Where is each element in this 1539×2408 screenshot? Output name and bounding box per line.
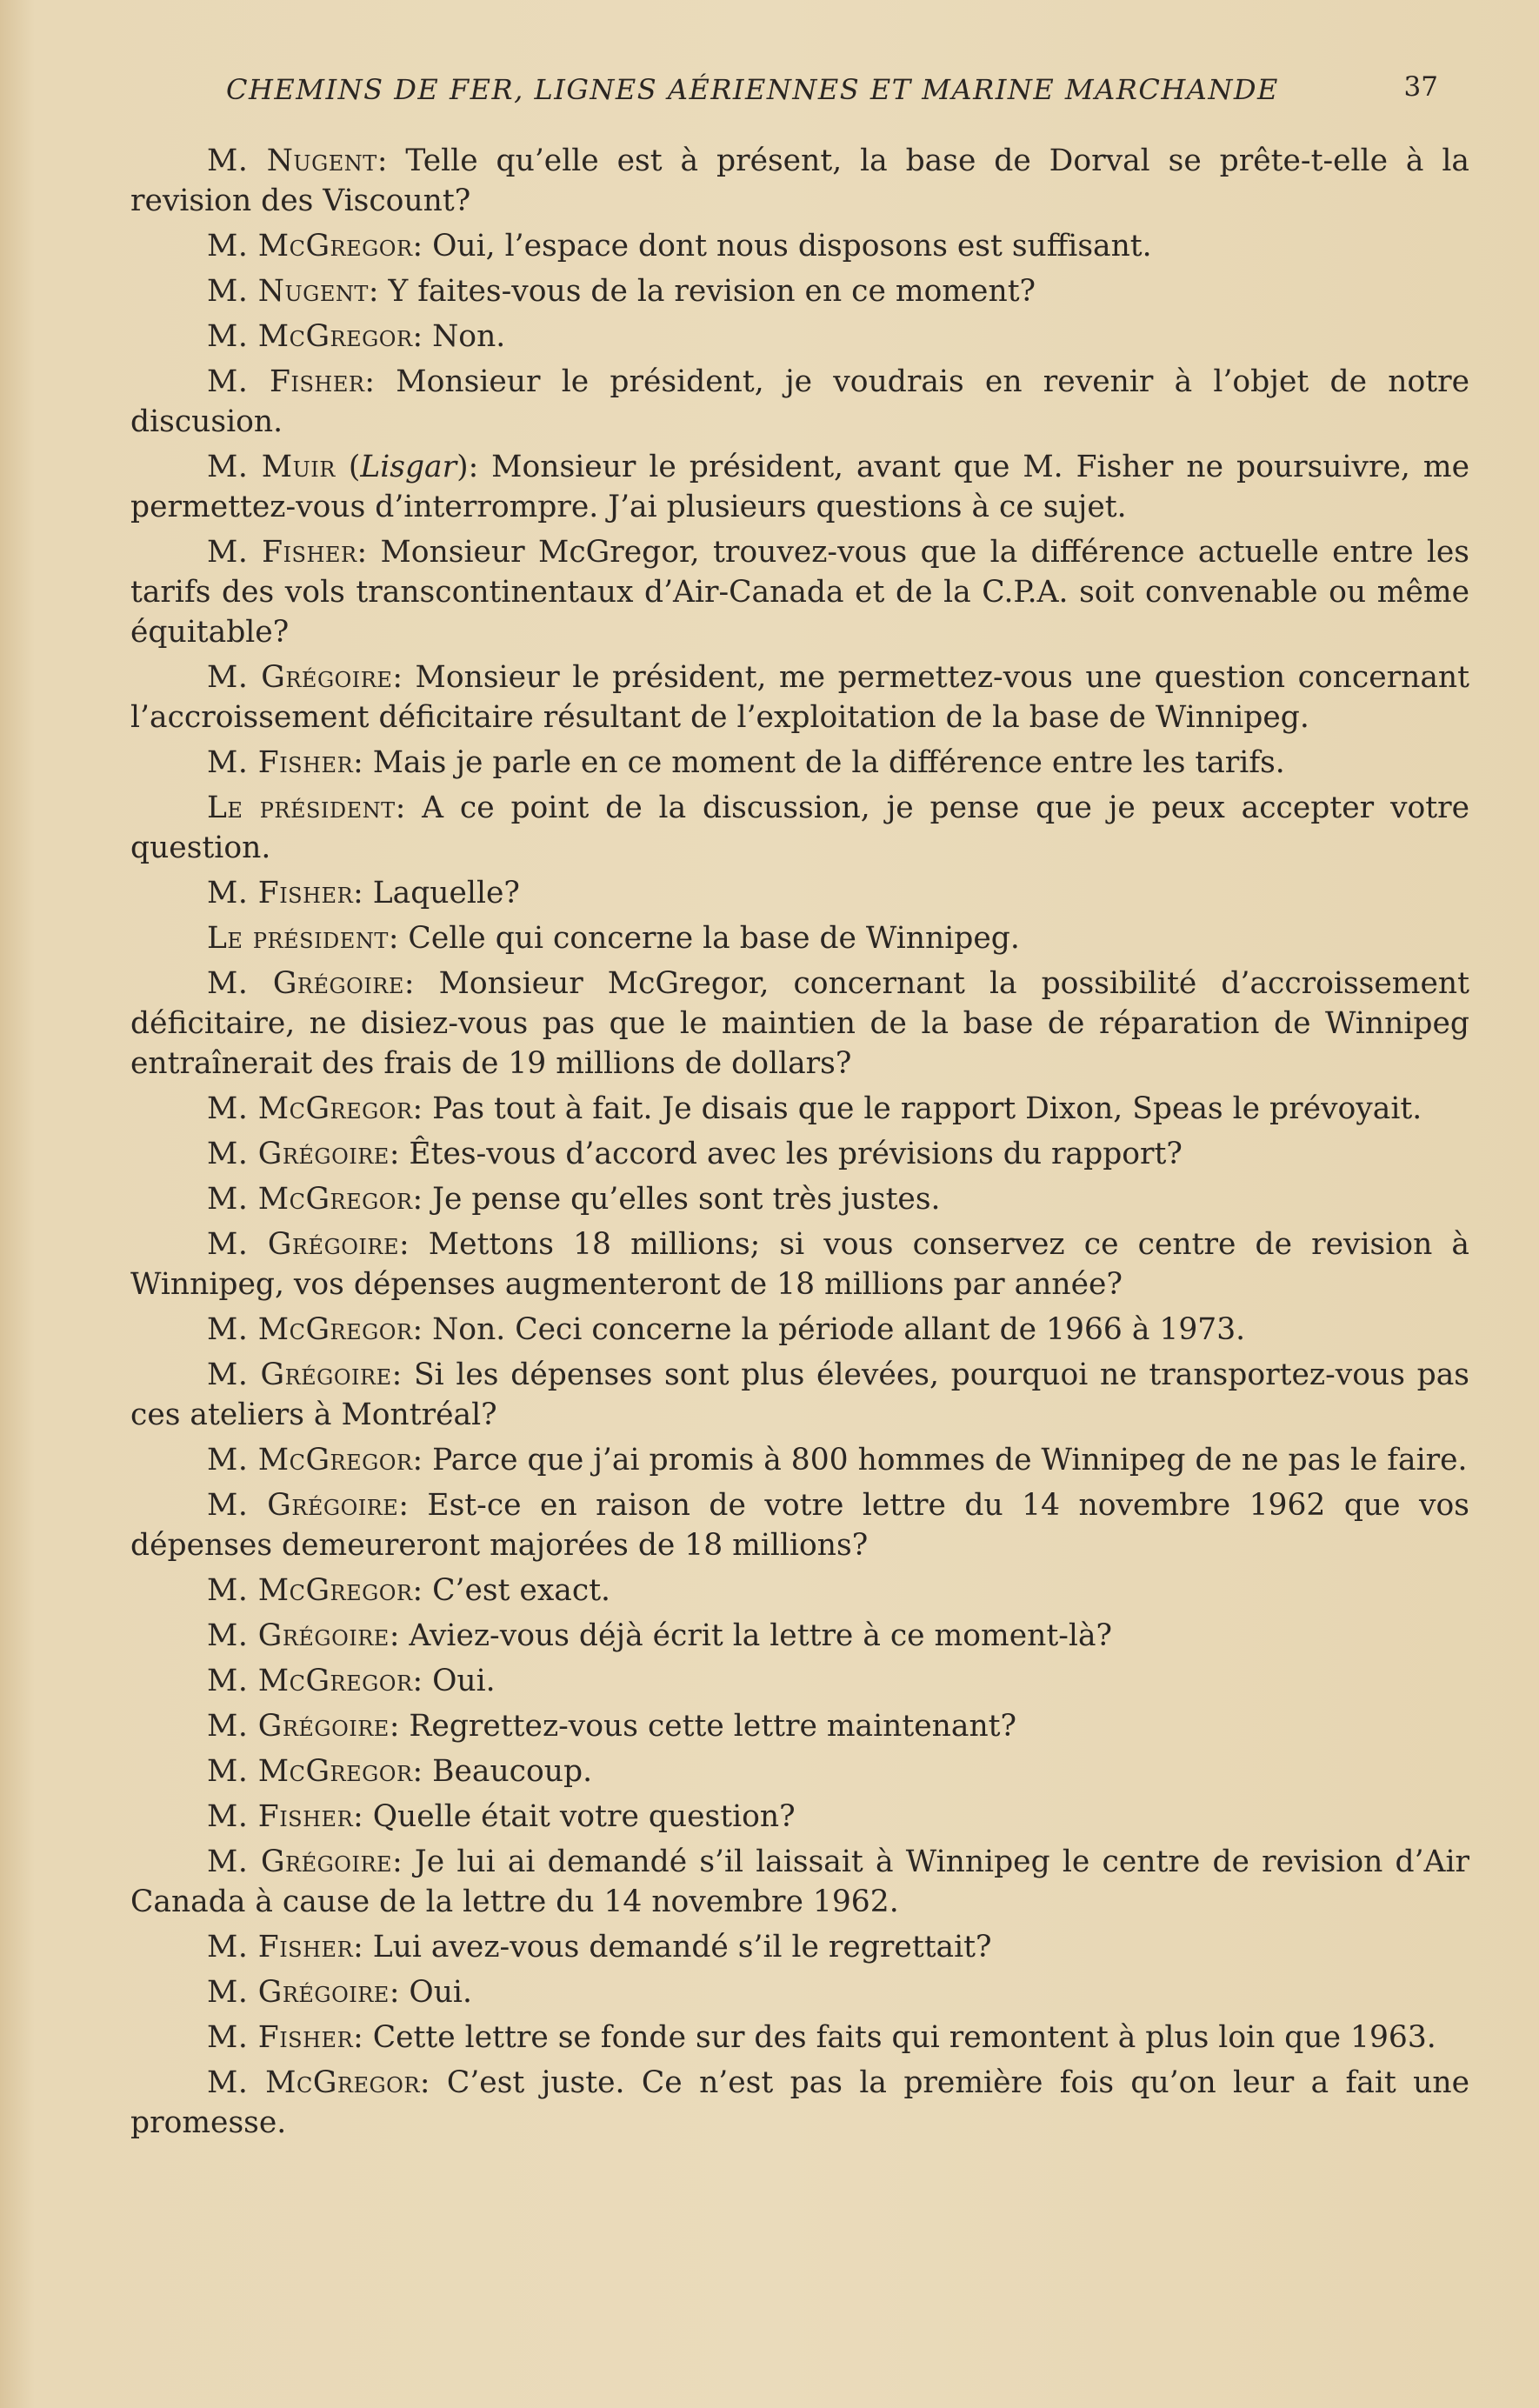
- speaker-name: M. McGregor: [207, 1573, 413, 1608]
- transcript-paragraph: M. Grégoire: Aviez-vous déjà écrit la lettre à ce moment-là?: [207, 1618, 1113, 1653]
- speech-text: Monsieur McGregor, concernant la possibilité d’accroissement déficitaire, ne disiez-vous pas que le maintien de la base de réparation de Winnipeg entraînerait des frais de 19 millions de dollars?: [130, 966, 1469, 1081]
- speech-text: Monsieur McGregor, trouvez-vous que la différence actuelle entre les tarifs des vols transcontinentaux d’Air-Canada et de la C.P.A. soit convenable ou même équitable?: [130, 535, 1469, 650]
- transcript-paragraph: M. McGregor: C’est exact.: [207, 1573, 611, 1608]
- transcript-paragraph: M. Nugent: Telle qu’elle est à présent, la base de Dorval se prête-t-elle à la revision des Viscount?: [130, 143, 1470, 218]
- speech-text: Êtes-vous d’accord avec les prévisions du rapport?: [409, 1137, 1183, 1171]
- speech-text: Lui avez-vous demandé s’il le regrettait?: [372, 1930, 992, 1964]
- speaker-name: M. McGregor: [207, 229, 413, 263]
- speaker-name: M. McGregor: [207, 1091, 413, 1126]
- speech-text: Telle qu’elle est à présent, la base de Dorval se prête-t-elle à la revision des Viscount?: [130, 143, 1470, 218]
- speech-text: Regrettez-vous cette lettre maintenant?: [409, 1709, 1017, 1744]
- speaker-name: M. Nugent: [207, 143, 377, 178]
- speech-text: Parce que j’ai promis à 800 hommes de Winnipeg de ne pas le faire.: [432, 1443, 1468, 1477]
- transcript-paragraph: M. Fisher: Lui avez-vous demandé s’il le regrettait?: [207, 1930, 992, 1964]
- transcript-paragraph: M. McGregor: Oui, l’espace dont nous disposons est suffisant.: [207, 229, 1152, 263]
- speaker-name: M. Fisher: [207, 876, 354, 911]
- transcript-paragraph: M. McGregor: Je pense qu’elles sont très justes.: [207, 1182, 941, 1217]
- speech-text: Si les dépenses sont plus élevées, pourquoi ne transportez-vous pas ces ateliers à Montréal?: [130, 1357, 1469, 1432]
- speech-text: Laquelle?: [372, 876, 520, 911]
- transcript-paragraph: M. Fisher: Laquelle?: [207, 876, 520, 911]
- speaker-name: M. Grégoire: [207, 1709, 390, 1744]
- transcript-paragraph: M. Grégoire: Êtes-vous d’accord avec les prévisions du rapport?: [207, 1137, 1183, 1171]
- speaker-name: M. Grégoire: [207, 1618, 390, 1653]
- speaker-name: M. Grégoire: [207, 660, 393, 695]
- transcript: [130, 141, 1469, 2143]
- transcript-paragraph: M. Fisher: Cette lettre se fonde sur des faits qui remontent à plus loin que 1963.: [207, 2020, 1436, 2055]
- transcript-paragraph: M. Grégoire: Je lui ai demandé s’il laissait à Winnipeg le centre de revision d’Air Canada à cause de la lettre du 14 novembre 1962.: [130, 1844, 1469, 1919]
- speech-text: Celle qui concerne la base de Winnipeg.: [408, 921, 1020, 956]
- speaker-name: M. Grégoire: [207, 966, 404, 1001]
- transcript-paragraph: Le président: A ce point de la discussion, je pense que je peux accepter votre question.: [130, 790, 1469, 865]
- transcript-paragraph: M. McGregor: C’est juste. Ce n’est pas la première fois qu’on leur a fait une promesse.: [130, 2065, 1469, 2140]
- transcript-paragraph: M. McGregor: Parce que j’ai promis à 800 hommes de Winnipeg de ne pas le faire.: [207, 1443, 1468, 1477]
- speech-text: A ce point de la discussion, je pense que je peux accepter votre question.: [130, 790, 1469, 865]
- transcript-paragraph: M. Grégoire: Regrettez-vous cette lettre maintenant?: [207, 1709, 1017, 1744]
- speaker-name: M. Grégoire: [207, 1488, 399, 1523]
- page-number: 37: [1403, 71, 1438, 103]
- speech-text: Mais je parle en ce moment de la différence entre les tarifs.: [372, 745, 1285, 780]
- speech-text: Beaucoup.: [432, 1754, 593, 1789]
- transcript-paragraph: M. Fisher: Monsieur McGregor, trouvez-vous que la différence actuelle entre les tarifs des vols transcontinentaux d’Air-Canada et de la C.P.A. soit convenable ou même équitable?: [130, 535, 1469, 650]
- speaker-name: M. Grégoire: [207, 1975, 390, 2010]
- transcript-paragraph: M. Fisher: Mais je parle en ce moment de la différence entre les tarifs.: [207, 745, 1285, 780]
- speaker-name: M. Muir: [207, 450, 336, 484]
- speaker-name: M. Grégoire: [207, 1357, 392, 1392]
- transcript-paragraph: M. McGregor: Pas tout à fait. Je disais que le rapport Dixon, Speas le prévoyait.: [207, 1091, 1422, 1126]
- speaker-name: M. Fisher: [207, 364, 365, 399]
- speech-text: Y faites-vous de la revision en ce moment?: [388, 274, 1036, 309]
- speaker-name: M. Fisher: [207, 1799, 354, 1834]
- speaker-name: M. Nugent: [207, 274, 369, 309]
- speech-text: Mettons 18 millions; si vous conservez ce centre de revision à Winnipeg, vos dépenses augmenteront de 18 millions par année?: [130, 1227, 1469, 1302]
- speech-text: Cette lettre se fonde sur des faits qui remontent à plus loin que 1963.: [372, 2020, 1436, 2055]
- transcript-paragraph: M. Fisher: Quelle était votre question?: [207, 1799, 796, 1834]
- speaker-name: M. Fisher: [207, 1930, 354, 1964]
- speech-text: Je pense qu’elles sont très justes.: [432, 1182, 941, 1217]
- transcript-paragraph: M. Grégoire: Monsieur McGregor, concernant la possibilité d’accroissement déficitaire, ne disiez-vous pas que le maintien de la base de réparation de Winnipeg entraînerait des frais de 19 millions de dollars?: [130, 966, 1469, 1081]
- transcript-paragraph: M. McGregor: Oui.: [207, 1664, 496, 1698]
- speaker-name: M. McGregor: [207, 1312, 413, 1347]
- speech-text: Est-ce en raison de votre lettre du 14 novembre 1962 que vos dépenses demeureront majorées de 18 millions?: [130, 1488, 1469, 1563]
- transcript-paragraph: M. Nugent: Y faites-vous de la revision en ce moment?: [207, 274, 1036, 309]
- speaker-name: Le président: [207, 921, 389, 956]
- speaker-name: M. Fisher: [207, 745, 354, 780]
- speaker-name: M. Fisher: [207, 535, 357, 570]
- transcript-paragraph: M. Muir (Lisgar): Monsieur le président, avant que M. Fisher ne poursuivre, me permettez-vous d’interrompre. J’ai plusieurs questions à ce sujet.: [130, 450, 1469, 524]
- speaker-name: M. Grégoire: [207, 1844, 393, 1879]
- transcript-paragraph: M. McGregor: Non.: [207, 319, 506, 354]
- speech-text: C’est juste. Ce n’est pas la première fois qu’on leur a fait une promesse.: [130, 2065, 1469, 2140]
- speaker-name: M. McGregor: [207, 2065, 420, 2100]
- speech-text: Monsieur le président, je voudrais en revenir à l’objet de notre discusion.: [130, 364, 1469, 439]
- speaker-riding: Lisgar: [360, 450, 457, 484]
- speaker-name: M. Fisher: [207, 2020, 354, 2055]
- speech-text: C’est exact.: [432, 1573, 611, 1608]
- speaker-name: M. McGregor: [207, 1754, 413, 1789]
- speech-text: Monsieur le président, me permettez-vous une question concernant l’accroissement déficitaire résultant de l’exploitation de la base de Winnipeg.: [130, 660, 1469, 735]
- speech-text: Monsieur le président, avant que M. Fisher ne poursuivre, me permettez-vous d’interrompre. J’ai plusieurs questions à ce sujet.: [130, 450, 1469, 524]
- speech-text: Pas tout à fait. Je disais que le rapport Dixon, Speas le prévoyait.: [432, 1091, 1422, 1126]
- speech-text: Non.: [432, 319, 506, 354]
- transcript-paragraph: M. Grégoire: Monsieur le président, me permettez-vous une question concernant l’accroissement déficitaire résultant de l’exploitation de la base de Winnipeg.: [130, 660, 1469, 735]
- speaker-name: M. McGregor: [207, 319, 413, 354]
- transcript-paragraph: M. McGregor: Non. Ceci concerne la période allant de 1966 à 1973.: [207, 1312, 1246, 1347]
- transcript-paragraph: M. Grégoire: Si les dépenses sont plus élevées, pourquoi ne transportez-vous pas ces ateliers à Montréal?: [130, 1357, 1469, 1432]
- transcript-paragraph: Le président: Celle qui concerne la base de Winnipeg.: [207, 921, 1020, 956]
- speaker-name: M. McGregor: [207, 1443, 413, 1477]
- speech-text: Oui.: [432, 1664, 496, 1698]
- speaker-name: M. Grégoire: [207, 1227, 399, 1262]
- speaker-name: Le président: [207, 790, 396, 825]
- speech-text: Oui.: [409, 1975, 472, 2010]
- transcript-paragraph: M. Grégoire: Oui.: [207, 1975, 472, 2010]
- speech-text: Je lui ai demandé s’il laissait à Winnipeg le centre de revision d’Air Canada à cause de la lettre du 14 novembre 1962.: [130, 1844, 1469, 1919]
- speaker-name: M. McGregor: [207, 1664, 413, 1698]
- transcript-paragraph: M. Grégoire: Est-ce en raison de votre lettre du 14 novembre 1962 que vos dépenses demeureront majorées de 18 millions?: [130, 1488, 1469, 1563]
- speech-text: Quelle était votre question?: [372, 1799, 796, 1834]
- transcript-paragraph: M. McGregor: Beaucoup.: [207, 1754, 593, 1789]
- speech-text: Oui, l’espace dont nous disposons est suffisant.: [432, 229, 1152, 263]
- running-title: CHEMINS DE FER, LIGNES AÉRIENNES ET MARINE MARCHANDE: [226, 73, 1279, 106]
- page-header: [130, 68, 1469, 117]
- transcript-paragraph: M. Fisher: Monsieur le président, je voudrais en revenir à l’objet de notre discusion.: [130, 364, 1469, 439]
- speech-text: Non. Ceci concerne la période allant de 1966 à 1973.: [432, 1312, 1246, 1347]
- speaker-name: M. Grégoire: [207, 1137, 390, 1171]
- speaker-name: M. McGregor: [207, 1182, 413, 1217]
- transcript-paragraph: M. Grégoire: Mettons 18 millions; si vous conservez ce centre de revision à Winnipeg, vos dépenses augmenteront de 18 millions par année?: [130, 1227, 1469, 1302]
- speech-text: Aviez-vous déjà écrit la lettre à ce moment-là?: [409, 1618, 1113, 1653]
